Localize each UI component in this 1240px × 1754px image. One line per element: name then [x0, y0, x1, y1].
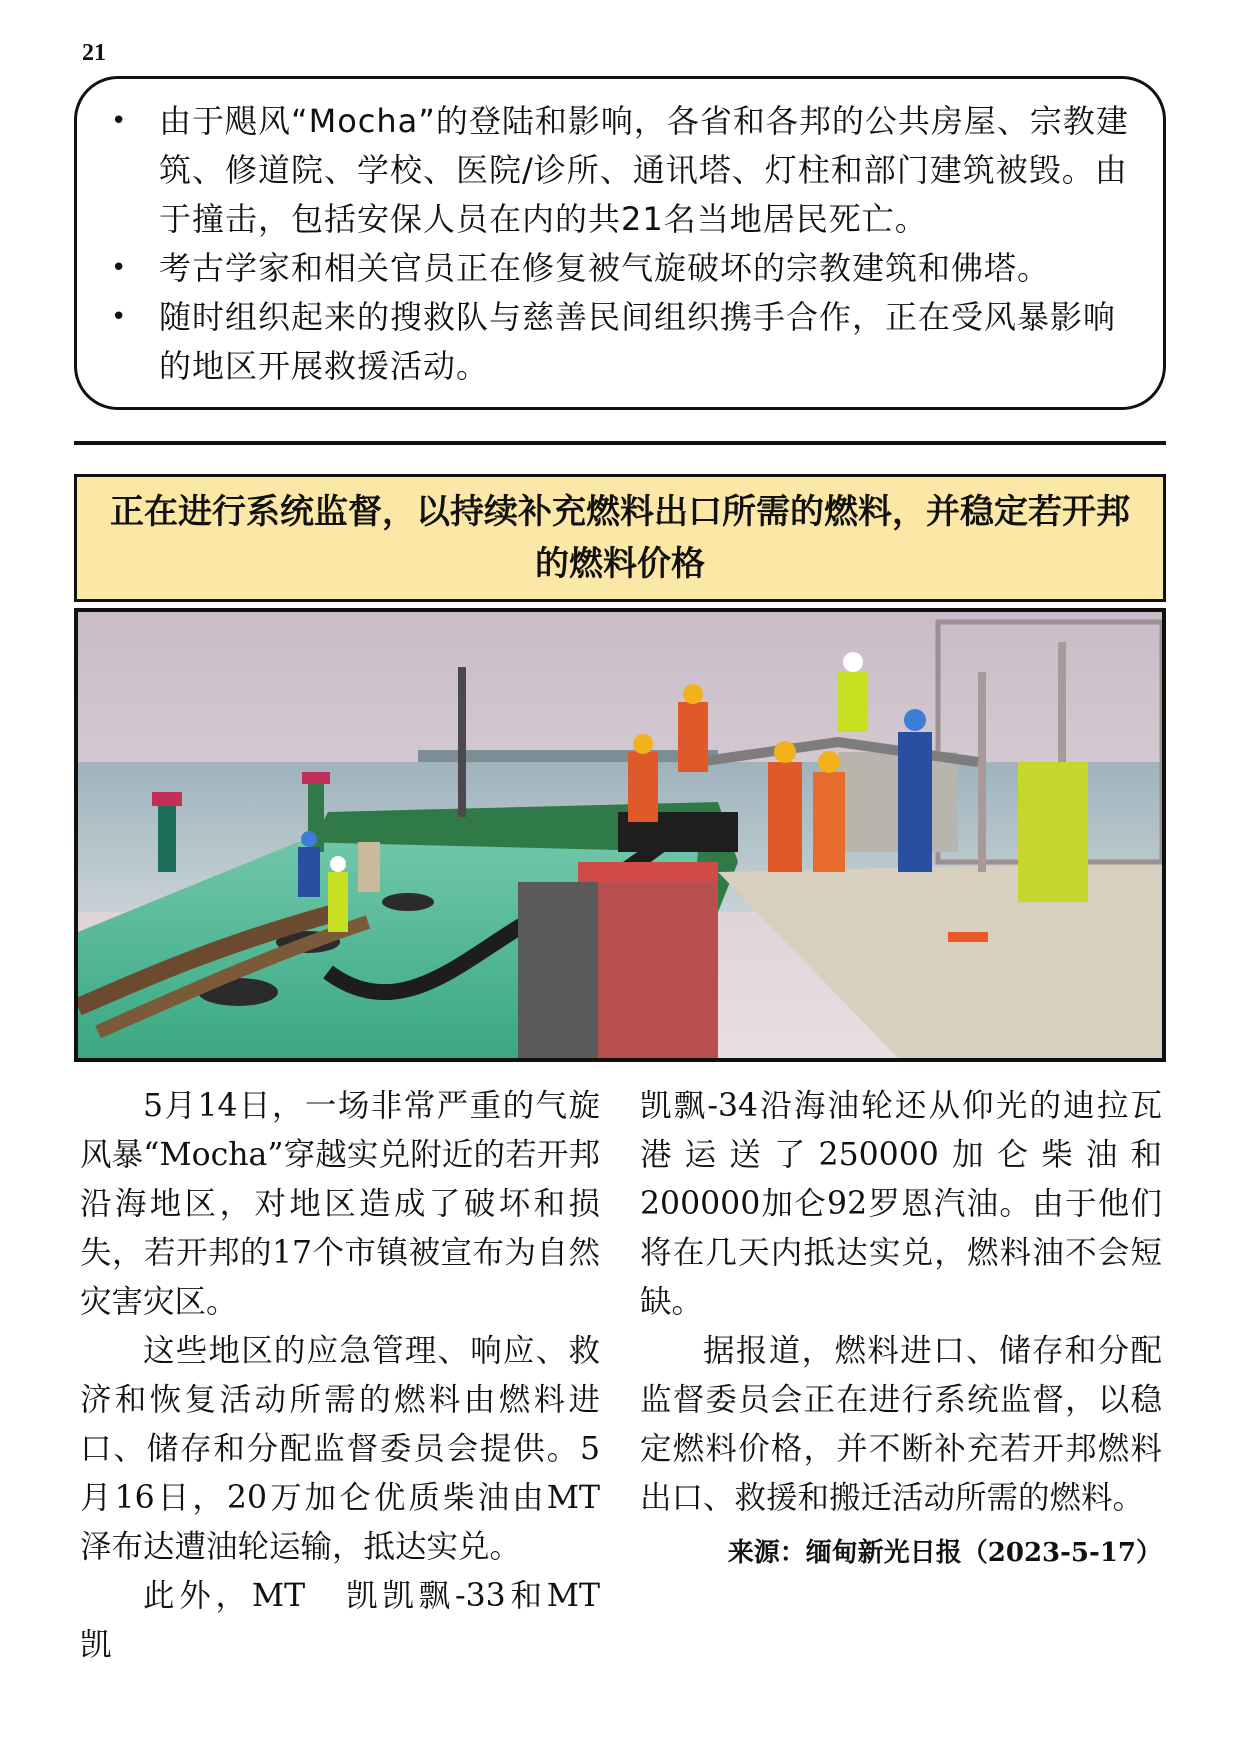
paragraph: 据报道，燃料进口、储存和分配监督委员会正在进行系统监督，以稳定燃料价格，并不断补充若开邦燃料出口、救援和搬迁活动所需的燃料。 — [640, 1333, 1162, 1516]
article-headline: 正在进行系统监督，以持续补充燃料出口所需的燃料，并稳定若开邦的燃料价格 — [110, 492, 1130, 584]
article-column-left — [80, 1082, 632, 1670]
summary-bullet-box — [74, 76, 1166, 410]
section-divider — [74, 441, 1166, 445]
article-photo — [74, 608, 1166, 1062]
article-column-right — [640, 1082, 1162, 1579]
tanker-fuel-transfer-photo — [78, 612, 1162, 1058]
source-credit: 来源：缅甸新光日报（2023-5-17） — [727, 1538, 1162, 1568]
paragraph: 这些地区的应急管理、响应、救济和恢复活动所需的燃料由燃料进口、储存和分配监督委员会提供。5月16日，20万加仑优质柴油由MT 泽布达遭油轮运输，抵达实兑。 — [80, 1333, 600, 1565]
bullet-item: • 由于飓风“Mocha”的登陆和影响，各省和各邦的公共房屋、宗教建筑、修道院、学校、医院/诊所、通讯塔、灯柱和部门建筑被毁。由于撞击，包括安保人员在内的共21名当地居民死亡。 — [101, 97, 1133, 244]
headline-box — [74, 474, 1166, 602]
bullet-item: • 随时组织起来的搜救队与慈善民间组织携手合作，正在受风暴影响的地区开展救援活动。 — [101, 293, 1133, 391]
page-number: 21 — [82, 40, 106, 66]
bullet-item: • 考古学家和相关官员正在修复被气旋破坏的宗教建筑和佛塔。 — [101, 244, 1133, 293]
paragraph: 此外，MT 凯凯飘-33和MT 凯 — [80, 1578, 632, 1663]
paragraph-continuation: 凯飘-34沿海油轮还从仰光的迪拉瓦港运送了250000加仑柴油和200000加仑92罗恩汽油。由于他们将在几天内抵达实兑，燃料油不会短缺。 — [640, 1088, 1162, 1320]
paragraph: 5月14日，一场非常严重的气旋风暴“Mocha”穿越实兑附近的若开邦沿海地区，对地区造成了破坏和损失，若开邦的17个市镇被宣布为自然灾害灾区。 — [80, 1088, 600, 1320]
